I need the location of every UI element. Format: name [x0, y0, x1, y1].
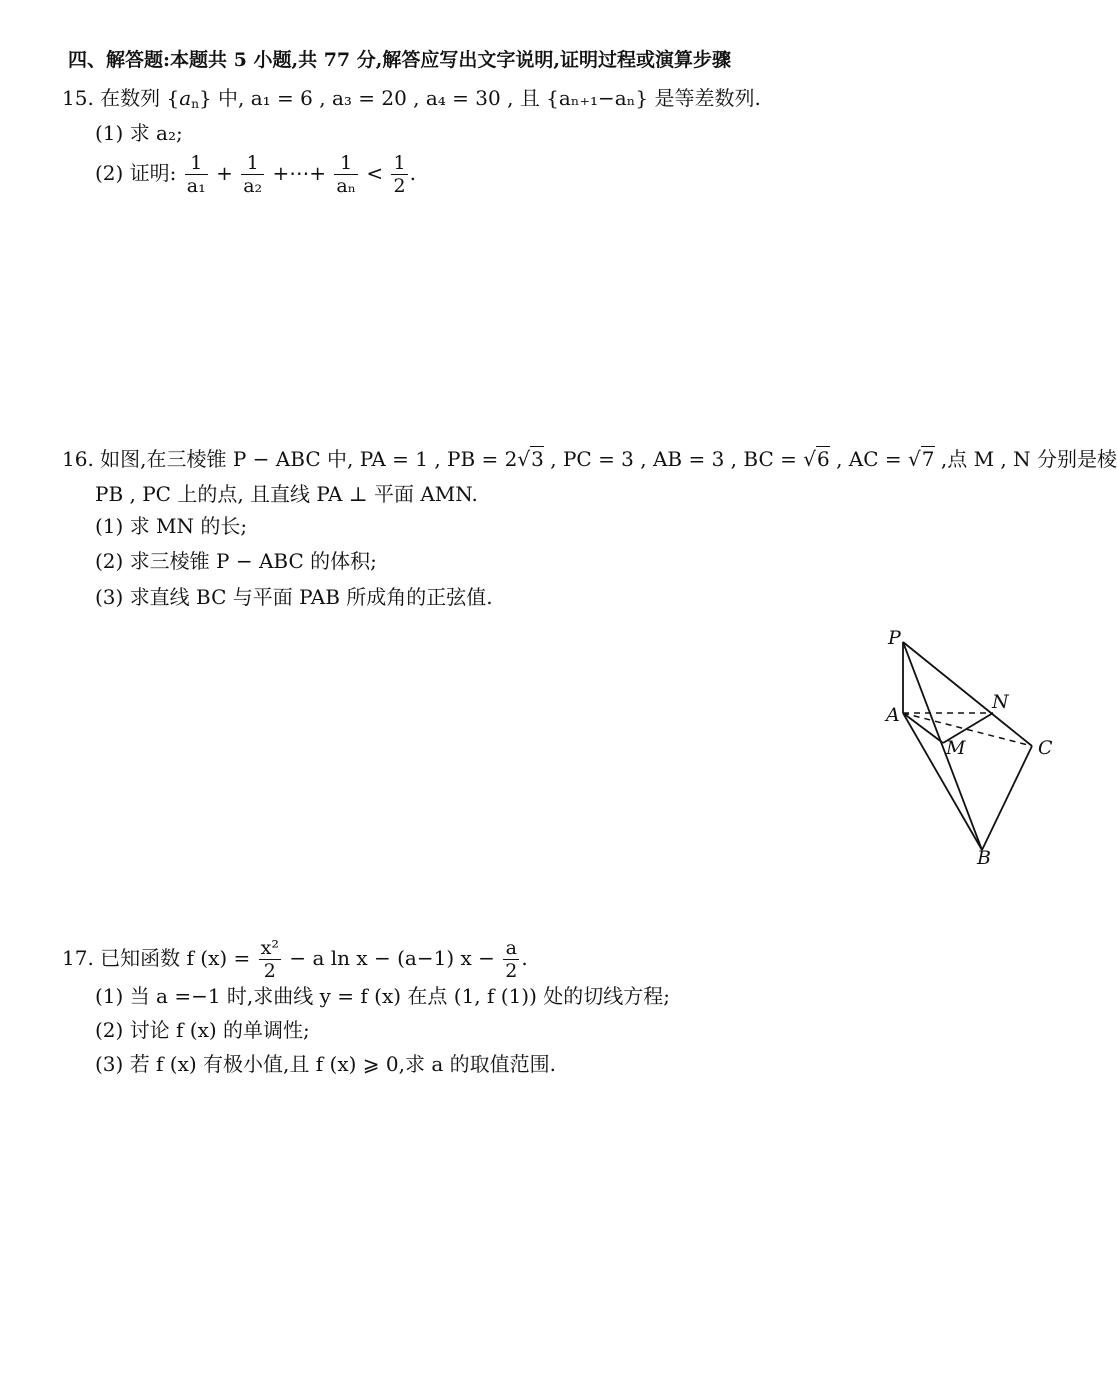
- q15-f4-num: 1: [393, 152, 406, 174]
- q17-stem-mid: − a ln x − (a−1) x −: [289, 946, 495, 970]
- q16-part1: (1) 求 MN 的长;: [95, 514, 248, 538]
- q16-line1-post: ,点 M , N 分别是棱: [934, 447, 1117, 471]
- q15-part1: (1) 求 a₂;: [95, 121, 183, 145]
- sqrt-sign-1: √: [517, 447, 531, 471]
- q15-f4-den: 2: [393, 175, 406, 197]
- q17-part2: (2) 讨论 f (x) 的单调性;: [95, 1018, 310, 1042]
- q17-stem-end: .: [521, 946, 528, 970]
- q17-fraction-2: [503, 937, 519, 982]
- q15-fraction-2: [241, 152, 264, 197]
- q17-stem-pre: 17. 已知函数 f (x) =: [62, 946, 251, 970]
- q15-f1-num: 1: [190, 152, 203, 174]
- q15-lt: <: [366, 161, 384, 185]
- tetrahedron-figure: [870, 620, 1070, 880]
- q15-f3-num: 1: [340, 152, 353, 174]
- q17-f1-num: x²: [260, 937, 279, 959]
- q16-line2: PB , PC 上的点, 且直线 PA ⊥ 平面 AMN.: [95, 482, 478, 506]
- section-heading: 四、解答题:本题共 5 小题,共 77 分,解答应写出文字说明,证明过程或演算步骤: [68, 49, 731, 71]
- q15-f3-den: aₙ: [336, 175, 356, 197]
- q15-stem: [62, 86, 761, 116]
- q17-f1-den: 2: [259, 959, 281, 982]
- label-c: C: [1038, 737, 1053, 759]
- q15-part2-label: (2) 证明:: [95, 161, 177, 185]
- edge-bc: [982, 746, 1032, 850]
- q15-f2-num: 1: [246, 152, 259, 174]
- q17-stem: [62, 937, 528, 982]
- q16-line1-mid: , PC = 3 , AB = 3 , BC =: [543, 447, 804, 471]
- q15-stem-n: n: [191, 97, 199, 111]
- q15-f1-den: a₁: [186, 175, 206, 197]
- q15-stem-pre: 在数列 {: [93, 86, 180, 110]
- sqrt-sign-2: √: [803, 447, 816, 471]
- label-a: A: [886, 704, 900, 726]
- label-m: M: [946, 737, 966, 759]
- q16-sqrt3: 7: [921, 447, 935, 471]
- q15-fraction-1: [185, 152, 208, 197]
- label-n: N: [992, 691, 1009, 713]
- q15-f2-den: a₂: [243, 175, 263, 197]
- q17-part1: (1) 当 a =−1 时,求曲线 y = f (x) 在点 (1, f (1)) 处的切线方程;: [95, 984, 670, 1008]
- q17-fraction-1: [259, 937, 281, 982]
- q17-part3: (3) 若 f (x) 有极小值,且 f (x) ⩾ 0,求 a 的取值范围.: [95, 1052, 556, 1076]
- q15-plus: +: [216, 161, 233, 185]
- q15-stem-post: } 中, a₁ = 6 , a₃ = 20 , a₄ = 30 , 且 {aₙ₊₁−aₙ} 是等差数列.: [198, 86, 761, 110]
- q15-number: 15.: [62, 86, 94, 110]
- q15-stem-a: a: [179, 86, 192, 110]
- q16-sqrt2: 6: [816, 447, 830, 471]
- q15-dots: +⋯+: [272, 161, 327, 185]
- q15-fraction-4: [391, 152, 407, 197]
- q15-fraction-3: [334, 152, 358, 197]
- edge-ab: [903, 713, 982, 850]
- q17-f2-num: a: [505, 937, 517, 959]
- q16-part3: (3) 求直线 BC 与平面 PAB 所成角的正弦值.: [95, 585, 493, 609]
- q16-line1-pre: 16. 如图,在三棱锥 P − ABC 中, PA = 1 , PB = 2: [62, 447, 518, 471]
- q15-part2: [95, 152, 416, 197]
- q17-f2-den: 2: [505, 960, 518, 982]
- q16-line1-mid2: , AC =: [829, 447, 909, 471]
- label-p: P: [888, 627, 901, 649]
- sqrt-sign-3: √: [908, 447, 921, 471]
- q16-part2: (2) 求三棱锥 P − ABC 的体积;: [95, 549, 377, 573]
- q16-sqrt1: 3: [531, 447, 544, 471]
- q16-line1: [62, 447, 1117, 471]
- q15-end: .: [409, 161, 416, 185]
- segment-am: [903, 713, 943, 743]
- label-b: B: [977, 847, 991, 869]
